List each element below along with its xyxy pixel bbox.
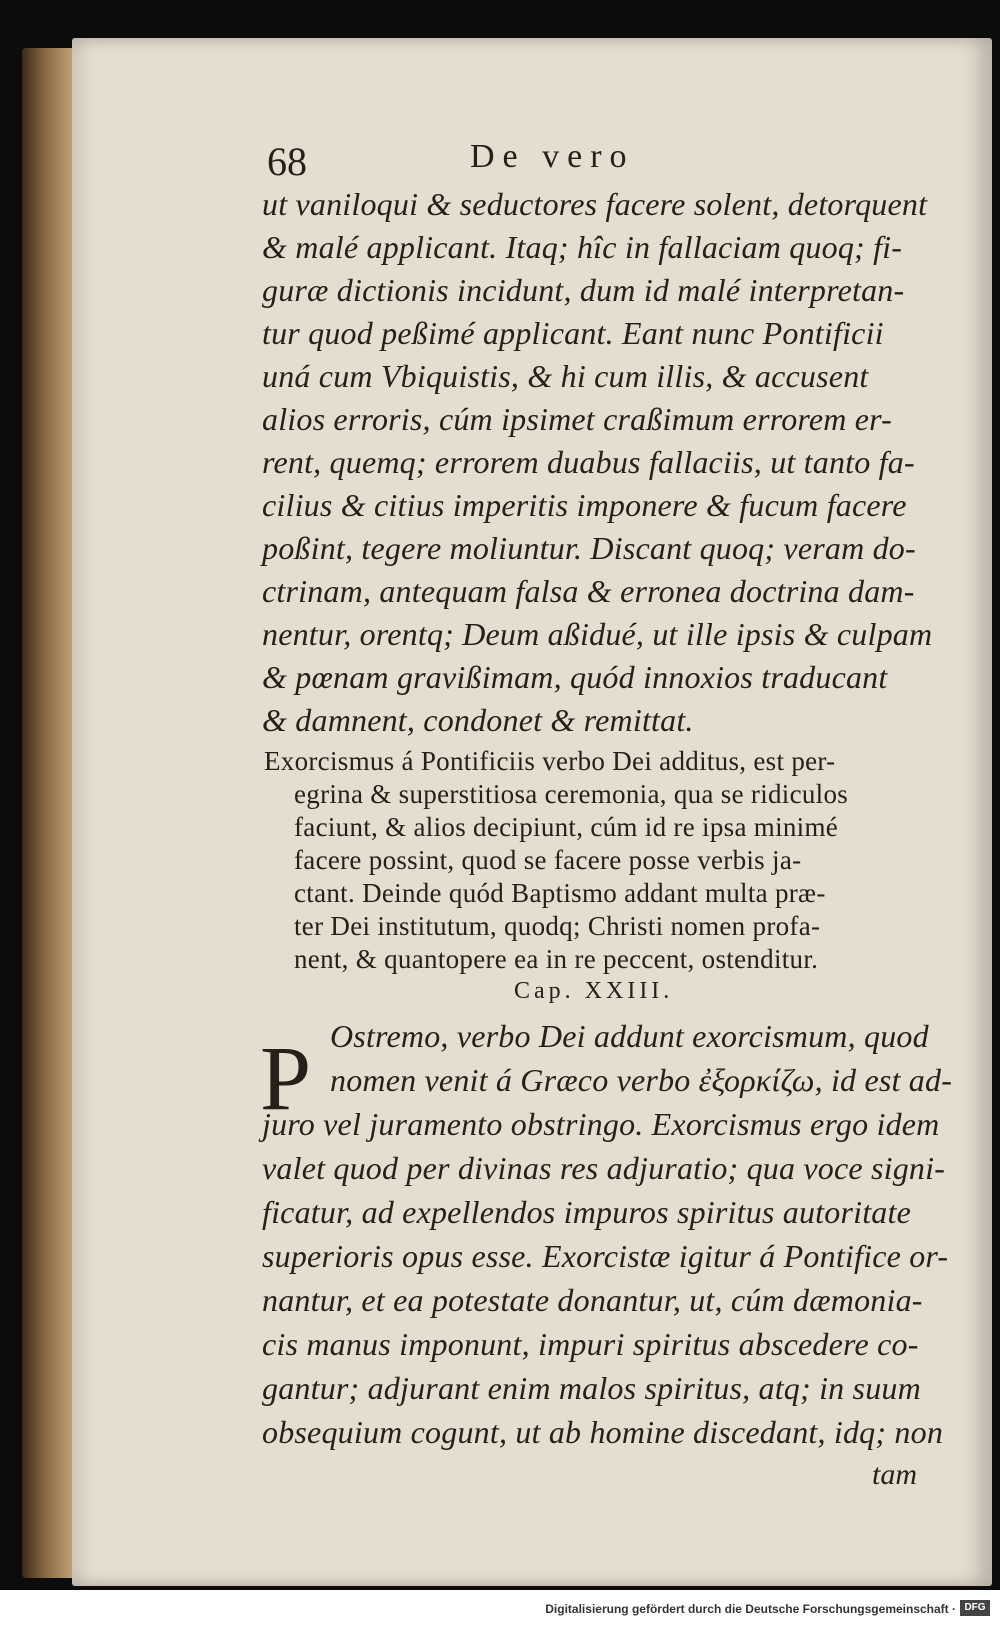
catchword: tam [872, 1458, 917, 1491]
summary-line: facere possint, quod se facere posse verbis ja- [294, 845, 802, 875]
text-line: nentur, orentq; Deum aßidué, ut ille ipsis & culpam [262, 616, 933, 652]
text-line: & malé applicant. Itaq; hîc in fallaciam quoq; fi- [262, 229, 903, 265]
text-line: ctrinam, antequam falsa & erronea doctrina dam- [262, 573, 915, 609]
text-line: cilius & citius imperitis imponere & fucum facere [262, 487, 907, 523]
text-line: tur quod peßimé applicant. Eant nunc Pontificii [262, 315, 884, 351]
running-title: De vero [470, 138, 635, 175]
summary-line: faciunt, & alios decipiunt, cúm id re ipsa minimé [294, 812, 839, 842]
text-line: rent, quemq; errorem duabus fallaciis, ut tanto fa- [262, 444, 915, 480]
text-line: superioris opus esse. Exorcistæ igitur á Pontifice or- [262, 1238, 949, 1274]
text-line: juro vel juramento obstringo. Exorcismus ergo idem [262, 1106, 940, 1142]
dfg-logo-icon: DFG [960, 1600, 990, 1616]
summary-line: ctant. Deinde quód Baptismo addant multa præ- [294, 878, 826, 908]
text-line: Ostremo, verbo Dei addunt exorcismum, quod [330, 1018, 929, 1054]
text-line: valet quod per divinas res adjuratio; qua voce signi- [262, 1150, 946, 1186]
book-page [72, 38, 992, 1586]
text-line: cis manus imponunt, impuri spiritus abscedere co- [262, 1326, 919, 1362]
summary-line: nent, & quantopere ea in re peccent, ostenditur. [294, 944, 819, 974]
text-line: ficatur, ad expellendos impuros spiritus autoritate [262, 1194, 911, 1230]
text-line: nomen venit á Græco verbo ἐξορκίζω, id est ad- [330, 1062, 953, 1098]
text-line: uná cum Vbiquistis, & hi cum illis, & accusent [262, 358, 869, 394]
text-line: & damnent, condonet & remittat. [262, 702, 694, 738]
drop-cap: P [260, 1027, 312, 1129]
summary-line: egrina & superstitiosa ceremonia, qua se ridiculos [294, 779, 849, 809]
text-line: guræ dictionis incidunt, dum id malé interpretan- [262, 272, 905, 308]
text-line: alios erroris, cúm ipsimet craßimum errorem er- [262, 401, 893, 437]
summary-line: ter Dei institutum, quodq; Christi nomen profa- [294, 911, 821, 941]
page-number: 68 [267, 139, 307, 184]
text-line: obsequium cogunt, ut ab homine discedant, idq; non [262, 1414, 944, 1450]
summary-line: Exorcismus á Pontificiis verbo Dei additus, est per- [264, 746, 836, 776]
text-line: ut vaniloqui & seductores facere solent, detorquent [262, 186, 928, 222]
text-line: poßint, tegere moliuntur. Discant quoq; veram do- [262, 530, 916, 566]
text-line: nantur, et ea potestate donantur, ut, cúm dæmonia- [262, 1282, 923, 1318]
text-line: gantur; adjurant enim malos spiritus, atq; in suum [262, 1370, 921, 1406]
chapter-heading: Cap. XXIII. [514, 978, 674, 1004]
footer-credit: Digitalisierung gefördert durch die Deutsche Forschungsgemeinschaft · [545, 1602, 956, 1616]
text-line: & pœnam gravißimam, quód innoxios traducant [262, 659, 888, 695]
